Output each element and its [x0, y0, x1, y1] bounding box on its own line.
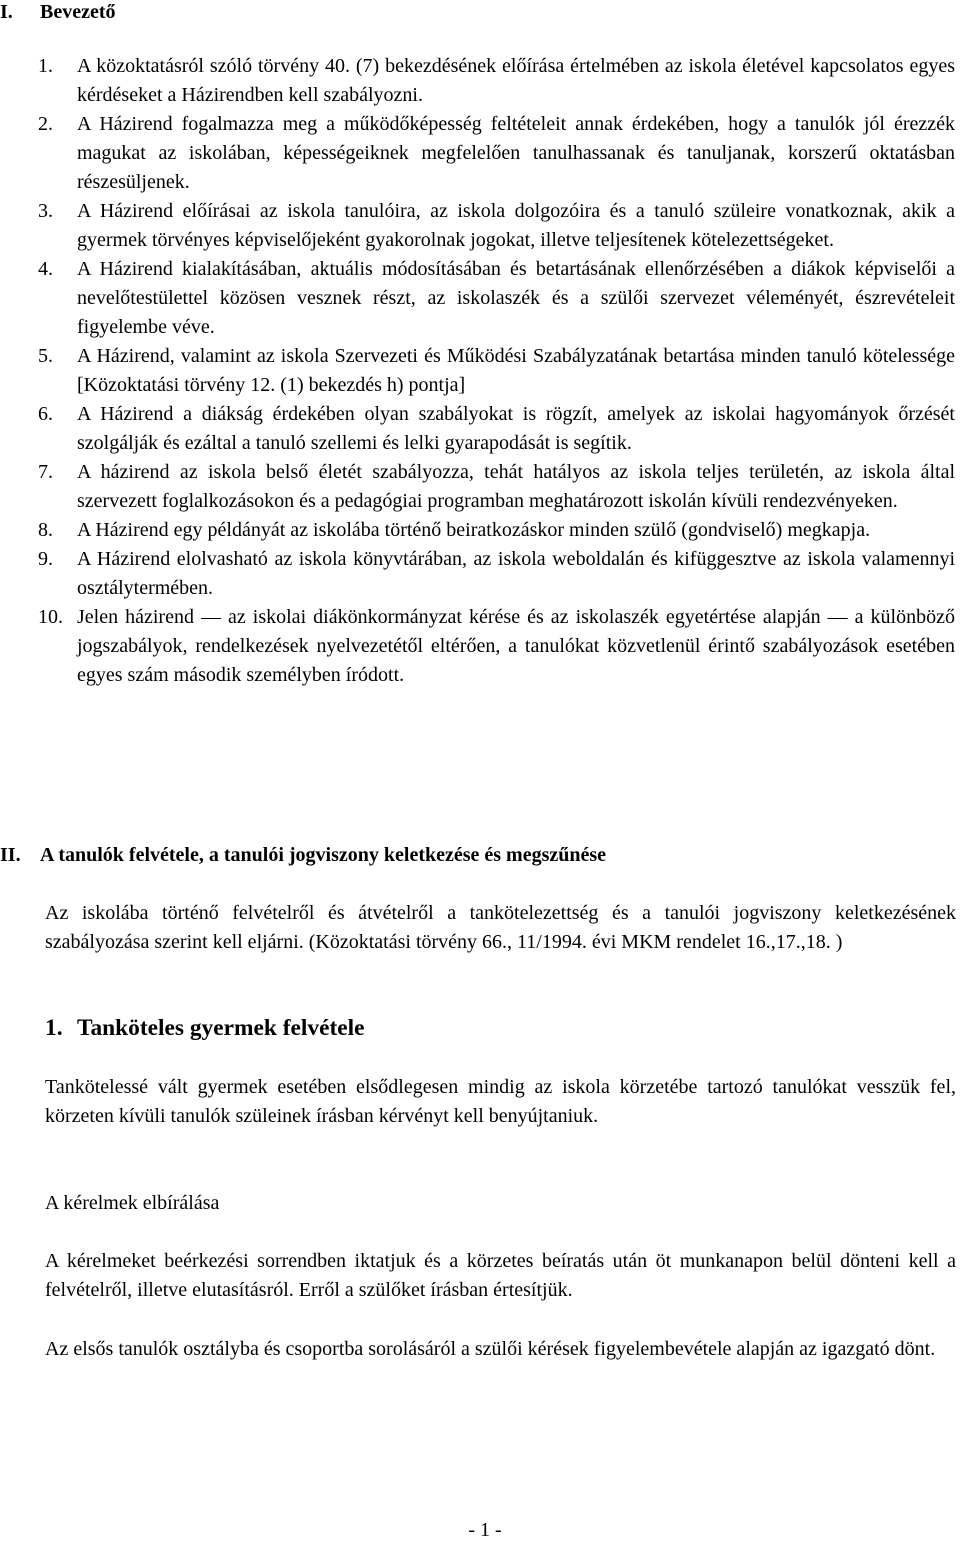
introduction-list: [0, 52, 955, 690]
list-item: [0, 342, 955, 400]
item-number: 2.: [38, 113, 53, 135]
list-item: [0, 603, 955, 690]
list-item: [0, 400, 955, 458]
list-item: [0, 545, 955, 603]
item-text: A Házirend elolvasható az iskola könyvtárában, az iskola weboldalán és kifüggesztve az iskola valamennyi osztálytermében.: [77, 548, 955, 599]
admission-paragraph: Tankötelessé vált gyermek esetében elsődlegesen mindig az iskola körzetébe tartozó tanulókat vesszük fel, körzeten kívüli tanulók szüleinek írásban kérvényt kell benyújtaniuk.: [45, 1076, 956, 1127]
item-number: 9.: [38, 548, 53, 570]
subsection-1-heading: [45, 1014, 365, 1043]
section-1-title: Bevezető: [40, 1, 116, 23]
section-2-intro: Az iskolába történő felvételről és átvételről a tankötelezettség és a tanulói jogviszony keletkezésének szabályozása szerint kell eljárni. (Közoktatási törvény 66., 11/1994. évi MKM rendelet 16.,17.,18. ): [45, 902, 956, 953]
item-text: Jelen házirend — az iskolai diákönkormányzat kérése és az iskolaszék egyetértése alapján — a különböző jogszabályok, rendelkezések nyelvezetétől eltérően, a tanulókat közvetlenül érintő szabályozások esetében egyes szám második személyben íródott.: [77, 606, 955, 686]
list-item: [0, 197, 955, 255]
item-number: 7.: [38, 461, 53, 483]
item-text: A Házirend a diákság érdekében olyan szabályokat is rögzít, amelyek az iskolai hagyományok őrzését szolgálják és ezáltal a tanuló szellemi és lelki gyarapodását is segítik.: [77, 403, 955, 454]
item-text: A Házirend fogalmazza meg a működőképesség feltételeit annak érdekében, hogy a tanulók jól érezzék magukat az iskolában, képességeiknek megfelelően tanulhassanak és tanuljanak, korszerű oktatásban részesüljenek.: [77, 113, 955, 193]
item-text: A házirend az iskola belső életét szabályozza, tehát hatályos az iskola teljes területén, az iskola által szervezett foglalkozásokon és a pedagógiai programban meghatározott iskolán kívüli rendezvényeken.: [77, 461, 955, 512]
requests-paragraph: A kérelmeket beérkezési sorrendben iktatjuk és a körzetes beíratás után öt munkanapon belül dönteni kell a felvételről, illetve elutasításról. Erről a szülőket írásban értesítjük.: [45, 1250, 956, 1301]
item-text: A Házirend egy példányát az iskolába történő beiratkozáskor minden szülő (gondviselő) megkapja.: [77, 519, 871, 541]
section-2-title: A tanulók felvétele, a tanulói jogviszony keletkezése és megszűnése: [40, 844, 607, 866]
item-number: 8.: [38, 519, 53, 541]
subsection-1-number: 1.: [45, 1015, 63, 1041]
item-number: 1.: [38, 55, 53, 77]
list-item: [0, 110, 955, 197]
item-number: 10.: [38, 606, 63, 628]
section-1-number: I.: [0, 1, 13, 23]
item-text: A Házirend kialakításában, aktuális módosításában és betartásának ellenőrzésében a diákok képviselői a nevelőtestülettel közösen vesznek részt, az iskolaszék és a szülői szervezet véleményét, észrevételeit figyelembe véve.: [77, 258, 955, 338]
item-text: A Házirend előírásai az iskola tanulóira, az iskola dolgozóira és a tanuló szüleire vonatkoznak, akik a gyermek törvényes képviselőjeként gyakorolnak jogokat, illetve teljesítenek kötelezettségeket.: [77, 200, 955, 251]
item-number: 3.: [38, 200, 53, 222]
section-1-heading: [0, 0, 116, 27]
item-text: A Házirend, valamint az iskola Szervezeti és Működési Szabályzatának betartása minden tanuló kötelessége [Közoktatási törvény 12. (1) bekezdés h) pontja]: [77, 345, 955, 396]
item-number: 4.: [38, 258, 53, 280]
list-item: [0, 458, 955, 516]
class-assignment-paragraph: Az elsős tanulók osztályba és csoportba sorolásáról a szülői kérések figyelembevétele alapján az igazgató dönt.: [45, 1338, 936, 1360]
page-number: - 1 -: [468, 1519, 502, 1541]
item-text: A közoktatásról szóló törvény 40. (7) bekezdésének előírása értelmében az iskola életével kapcsolatos egyes kérdéseket a Házirendben kell szabályozni.: [77, 55, 955, 106]
section-2-heading: [0, 841, 606, 870]
item-number: 6.: [38, 403, 53, 425]
subsection-1-title: Tanköteles gyermek felvétele: [77, 1015, 365, 1041]
requests-heading: A kérelmek elbírálása: [45, 1192, 220, 1214]
list-item: [0, 516, 955, 545]
item-number: 5.: [38, 345, 53, 367]
section-2-number: II.: [0, 844, 21, 866]
list-item: [0, 52, 955, 110]
list-item: [0, 255, 955, 342]
